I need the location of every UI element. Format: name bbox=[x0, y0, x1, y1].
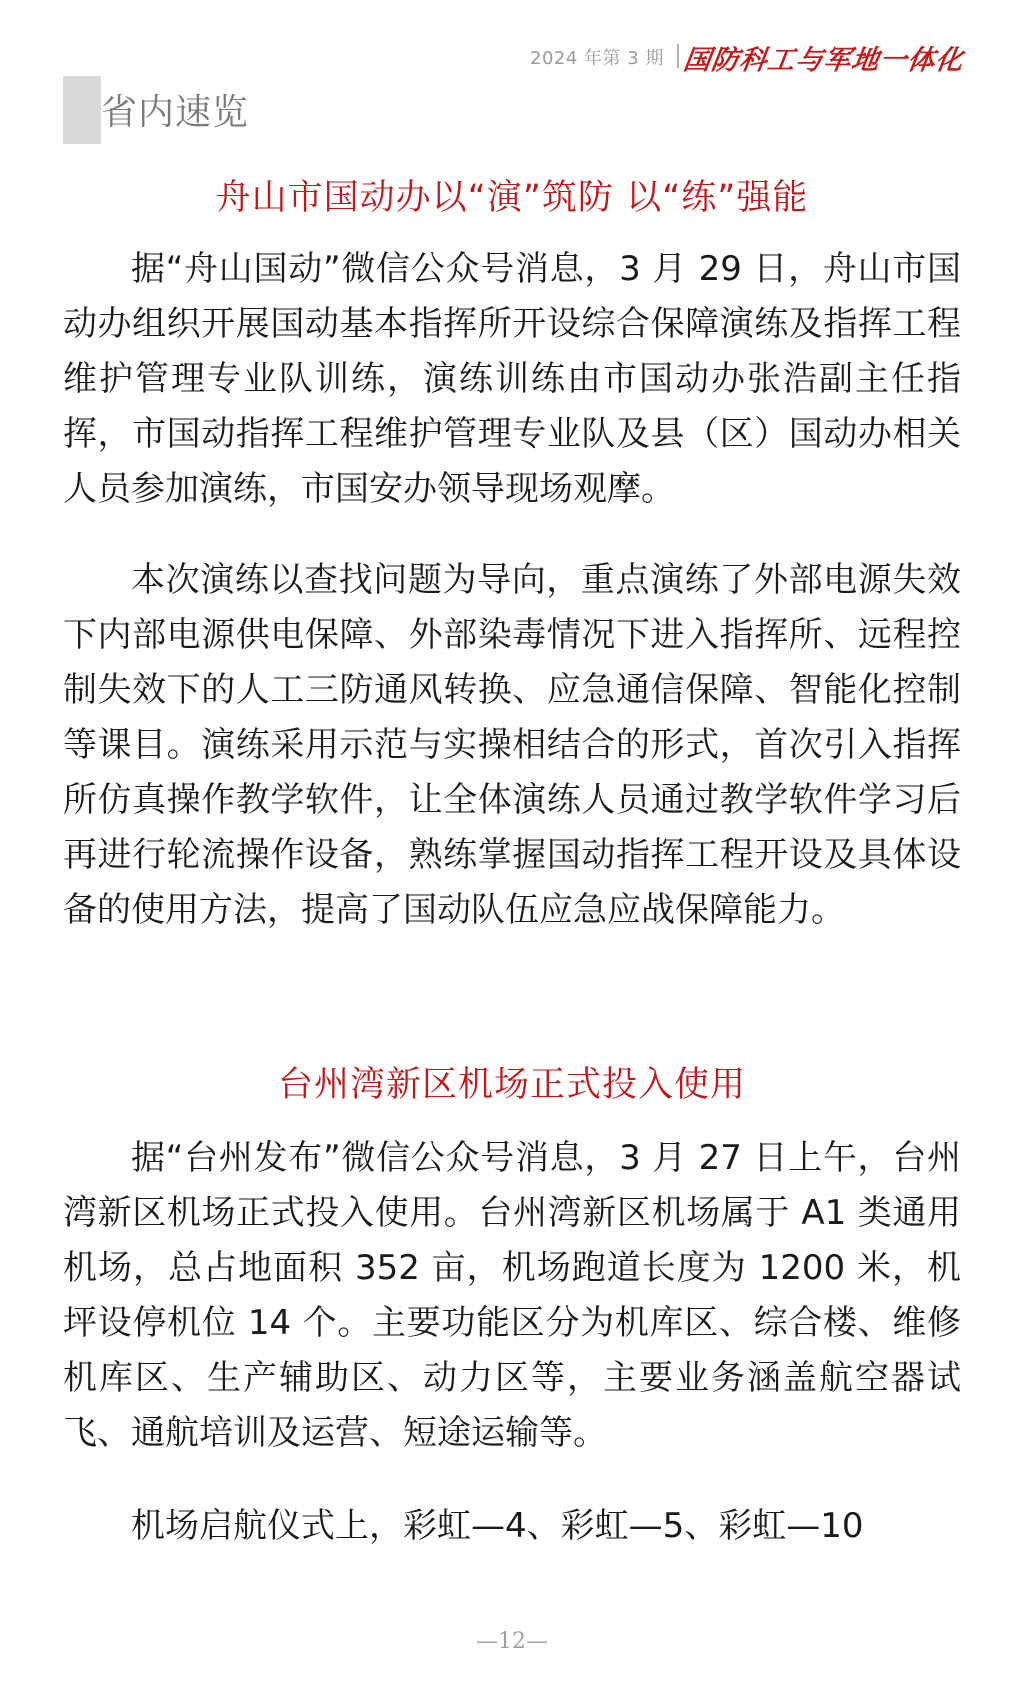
article-paragraph: 机场启航仪式上，彩虹—4、彩虹—5、彩虹—10 bbox=[131, 1506, 864, 1546]
page-number: —12— bbox=[476, 1629, 548, 1654]
article-title: 台州湾新区机场正式投入使用 bbox=[277, 1065, 746, 1105]
header-divider bbox=[677, 44, 679, 68]
section-title: 省内速览 bbox=[101, 92, 250, 133]
article-paragraph: 据“台州发布”微信公众号消息，3 月 27 日上午，台州湾新区机场正式投入使用。台州湾新区机场属于 A1 类通用机场，总占地面积 352 亩，机场跑道长度为 1200 米，机坪设停机位 14 个。主要功能区分为机库区、综合楼、维修机库区、生产辅助区、动力区等，主要业务涵盖航空器试飞、通航培训及运营、短途运输等。 bbox=[63, 1138, 961, 1453]
issue-label: 2024 年第 3 期 bbox=[530, 48, 664, 69]
article-title: 舟山市国动办以“演”筑防 以“练”强能 bbox=[215, 178, 809, 218]
section-tab-marker bbox=[63, 76, 101, 144]
article-paragraph: 据“舟山国动”微信公众号消息，3 月 29 日，舟山市国动办组织开展国动基本指挥所开设综合保障演练及指挥工程维护管理专业队训练，演练训练由市国动办张浩副主任指挥，市国动指挥工程维护管理专业队及县（区）国动办相关人员参加演练，市国安办领导现场观摩。 bbox=[63, 249, 961, 509]
article-paragraph: 本次演练以查找问题为导向，重点演练了外部电源失效下内部电源供电保障、外部染毒情况下进入指挥所、远程控制失效下的人工三防通风转换、应急通信保障、智能化控制等课目。演练采用示范与实操相结合的形式，首次引入指挥所仿真操作教学软件，让全体演练人员通过教学软件学习后再进行轮流操作设备，熟练掌握国动指挥工程开设及具体设备的使用方法，提高了国动队伍应急应战保障能力。 bbox=[63, 560, 961, 930]
magazine-logo: 国防科工与军地一体化 bbox=[681, 45, 966, 76]
